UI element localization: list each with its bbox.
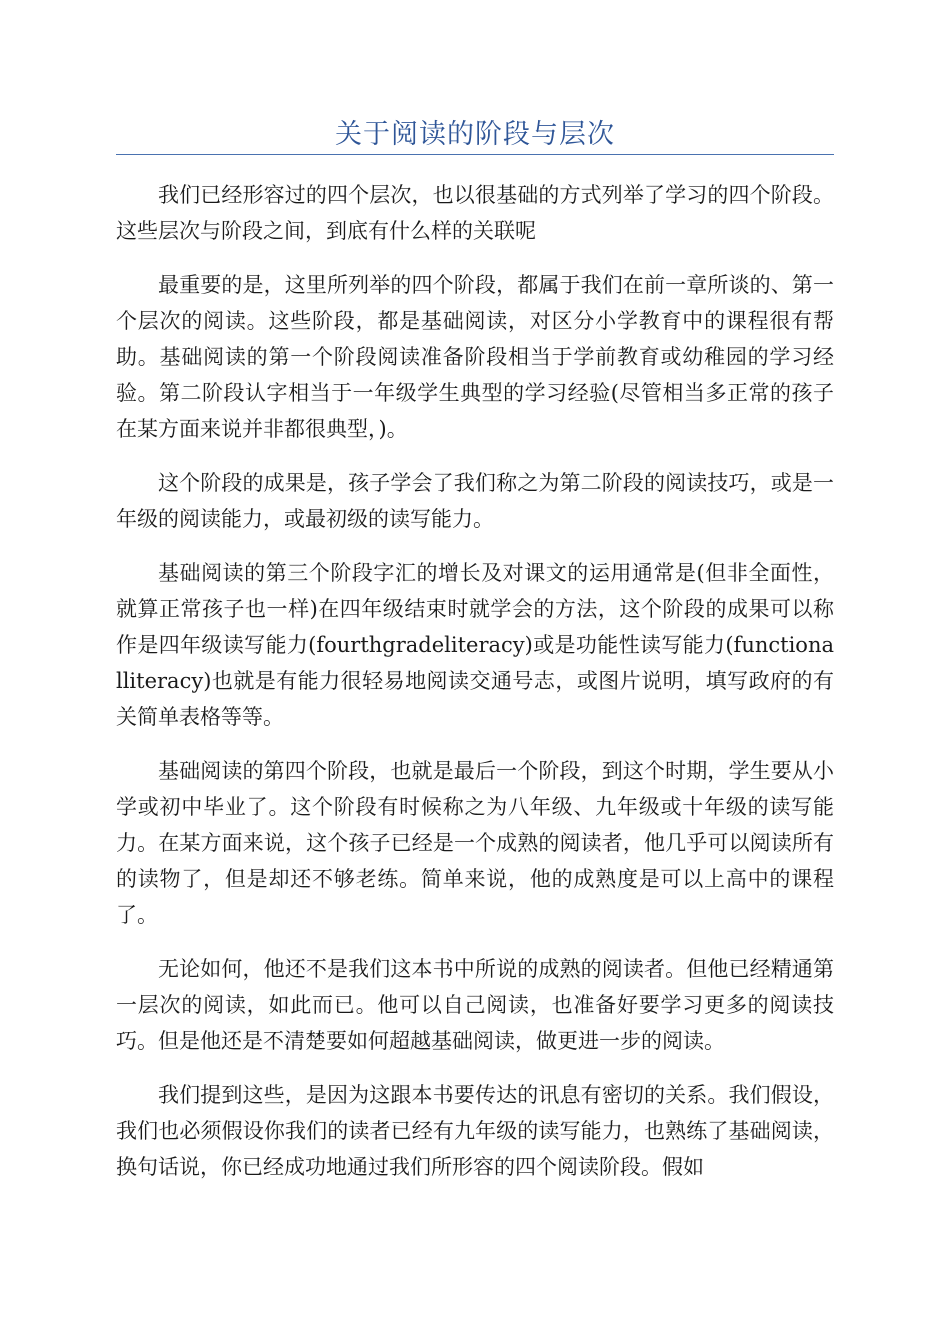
paragraph: 这个阶段的成果是，孩子学会了我们称之为第二阶段的阅读技巧，或是一年级的阅读能力，或最初级的读写能力。 xyxy=(116,471,834,531)
document-page xyxy=(116,118,834,1203)
paragraph: 最重要的是，这里所列举的四个阶段，都属于我们在前一章所谈的、第一个层次的阅读。这些阶段，都是基础阅读，对区分小学教育中的课程很有帮助。基础阅读的第一个阶段阅读准备阶段相当于学前教育或幼稚园的学习经验。第二阶段认字相当于一年级学生典型的学习经验(尽管相当多正常的孩子在某方面来说并非都很典型，)。 xyxy=(116,273,834,441)
paragraph: 我们提到这些，是因为这跟本书要传达的讯息有密切的关系。我们假设，我们也必须假设你我们的读者已经有九年级的读写能力，也熟练了基础阅读，换句话说，你已经成功地通过我们所形容的四个阅读阶段。假如 xyxy=(116,1083,834,1179)
paragraph: 基础阅读的第四个阶段，也就是最后一个阶段，到这个时期，学生要从小学或初中毕业了。这个阶段有时候称之为八年级、九年级或十年级的读写能力。在某方面来说，这个孩子已经是一个成熟的阅读者，他几乎可以阅读所有的读物了，但是却还不够老练。简单来说，他的成熟度是可以上高中的课程了。 xyxy=(116,759,834,927)
document-title: 关于阅读的阶段与层次 xyxy=(116,118,834,155)
paragraph: 基础阅读的第三个阶段字汇的增长及对课文的运用通常是(但非全面性，就算正常孩子也一样)在四年级结束时就学会的方法，这个阶段的成果可以称作是四年级读写能力(fourthgradeliteracy)或是功能性读写能力(functionalliteracy)也就是有能力很轻易地阅读交通号志，或图片说明，填写政府的有关简单表格等等。 xyxy=(116,561,834,729)
paragraph: 我们已经形容过的四个层次，也以很基础的方式列举了学习的四个阶段。这些层次与阶段之间，到底有什么样的关联呢 xyxy=(116,183,834,243)
paragraph: 无论如何，他还不是我们这本书中所说的成熟的阅读者。但他已经精通第一层次的阅读，如此而已。他可以自己阅读，也准备好要学习更多的阅读技巧。但是他还是不清楚要如何超越基础阅读，做更进一步的阅读。 xyxy=(116,957,834,1053)
